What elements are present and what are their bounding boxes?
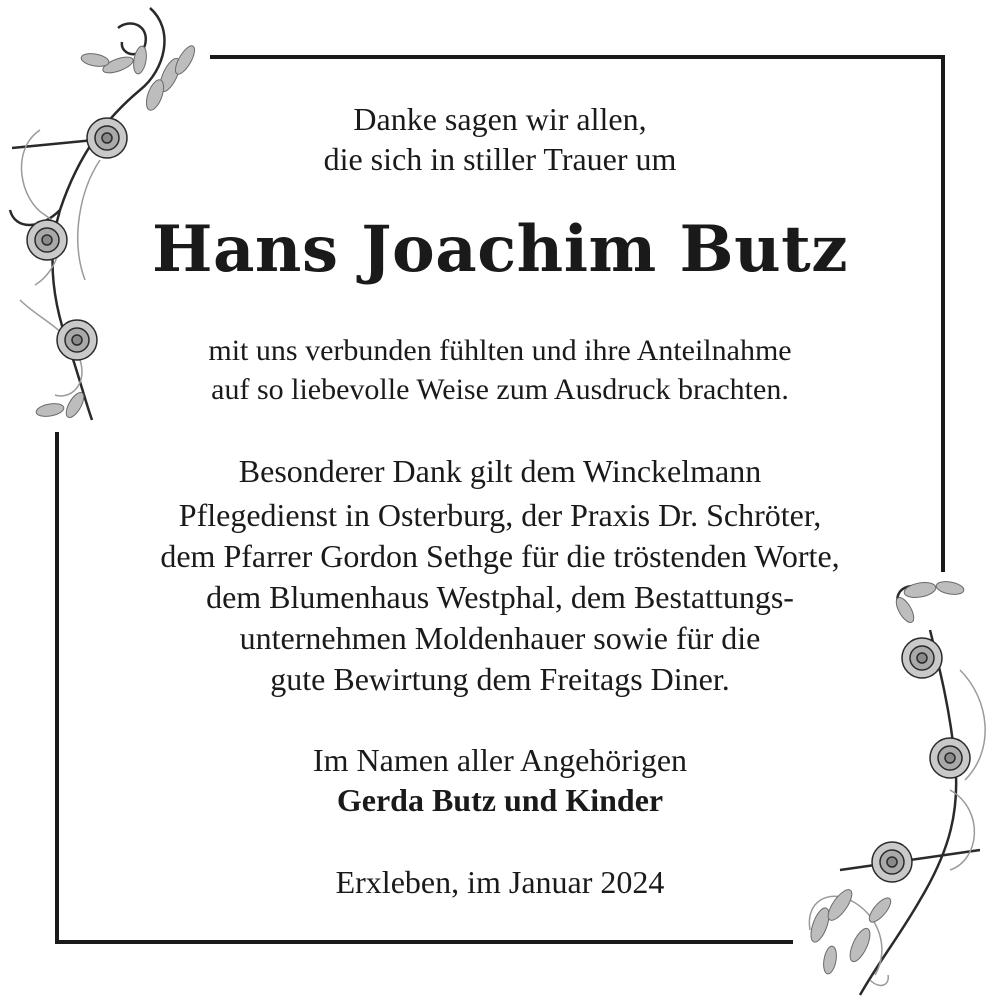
intro-line-2: die sich in stiller Trauer um (323, 141, 677, 177)
special-thanks-line: dem Pfarrer Gordon Sethge für die tröstenden Worte, (160, 538, 840, 574)
thanks-line-2: auf so liebevolle Weise zum Ausdruck brachten. (211, 373, 789, 406)
signature-names: Gerda Butz und Kinder (336, 782, 664, 818)
special-thanks-line: Pflegedienst in Osterburg, der Praxis Dr. Schröter, (178, 497, 822, 533)
special-thanks-line: dem Blumenhaus Westphal, dem Bestattungs- (206, 579, 794, 615)
special-thanks-line: unternehmen Moldenhauer sowie für die (239, 620, 761, 656)
special-thanks-line: Besonderer Dank gilt dem Winckelmann (238, 453, 762, 489)
signature-intro: Im Namen aller Angehörigen (312, 742, 688, 778)
deceased-name: Hans Joachim Butz (151, 212, 849, 287)
thanks-line-1: mit uns verbunden fühlten und ihre Anteilnahme (208, 334, 792, 367)
intro-line-1: Danke sagen wir allen, (353, 101, 647, 137)
place-and-date: Erxleben, im Januar 2024 (335, 864, 665, 900)
special-thanks-line: gute Bewirtung dem Freitags Diner. (270, 661, 730, 697)
